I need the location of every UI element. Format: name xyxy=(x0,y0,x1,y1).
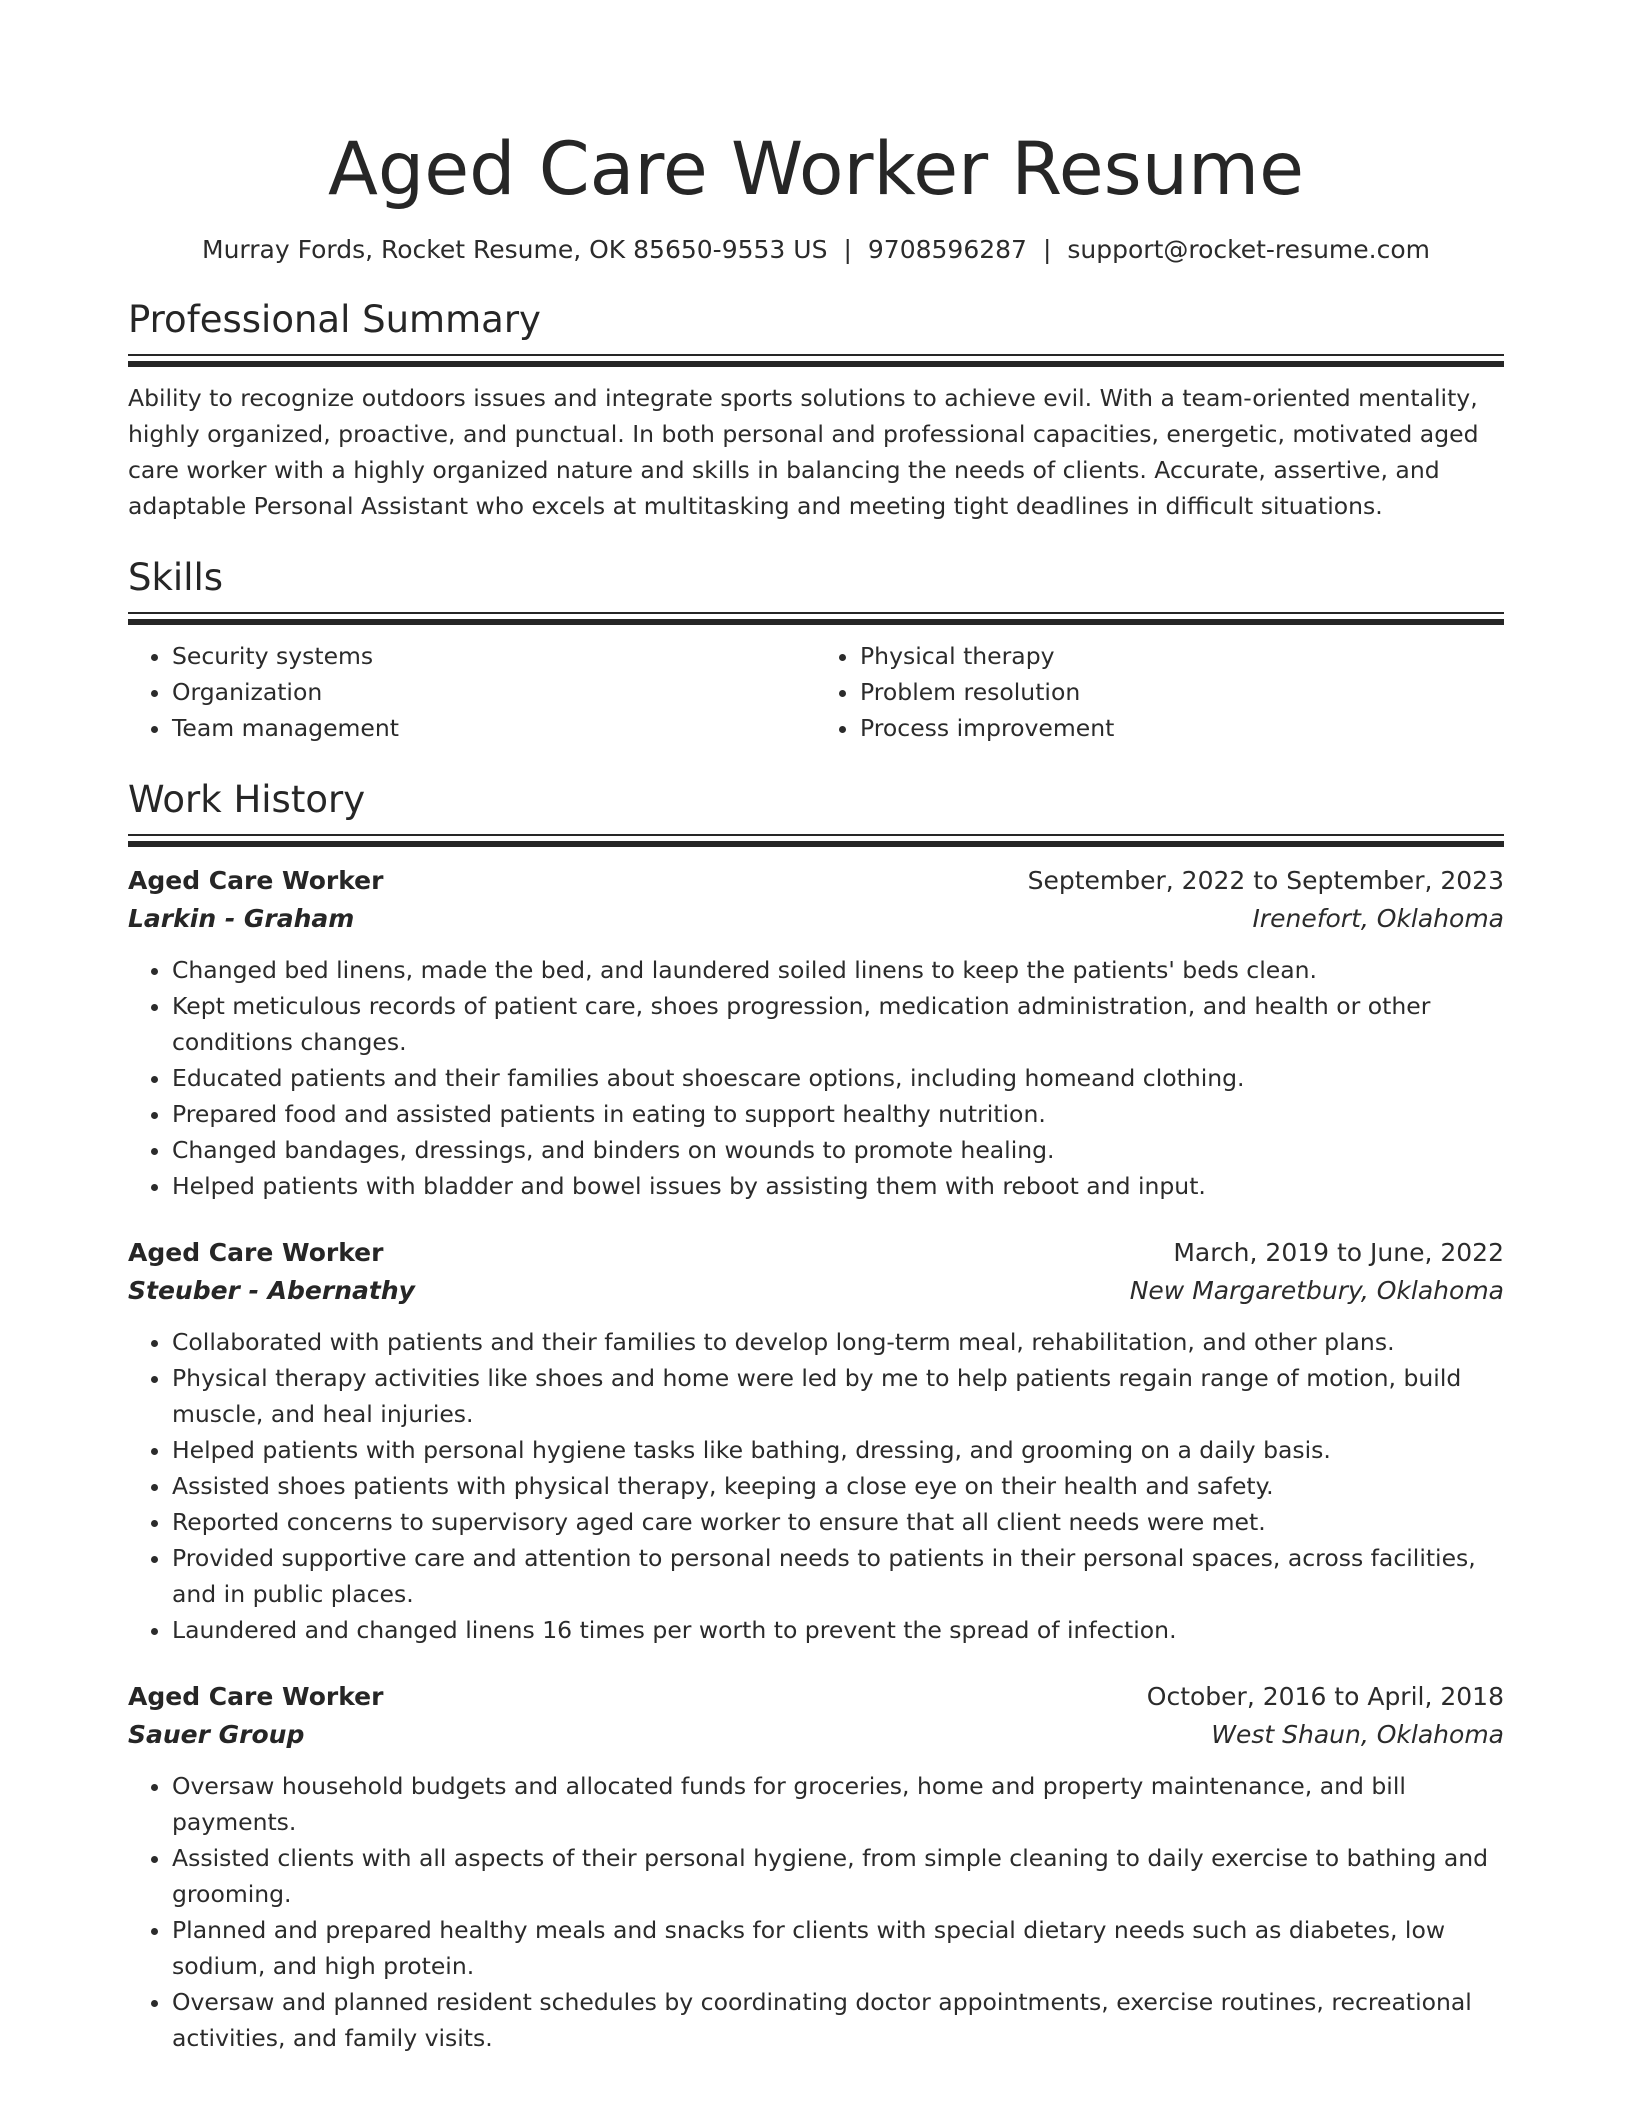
job-bullet: • Oversaw household budgets and allocated funds for groceries, home and property maintenance, and bill payments. xyxy=(172,1768,1504,1840)
job-bullet: • Reported concerns to supervisory aged care worker to ensure that all client needs were met. xyxy=(172,1504,1504,1540)
job-bullet: • Prepared food and assisted patients in eating to support healthy nutrition. xyxy=(172,1096,1504,1132)
job-company: Larkin - Graham xyxy=(128,904,355,933)
job-title: Aged Care Worker xyxy=(128,1238,384,1267)
skill-item: • Problem resolution xyxy=(860,674,1504,710)
job-header-row xyxy=(128,1678,1504,1716)
skills-heading: Skills xyxy=(128,556,224,599)
job-dates: March, 2019 to June, 2022 xyxy=(1173,1238,1504,1267)
skills-column-left xyxy=(128,638,816,746)
summary-section xyxy=(128,296,1504,524)
job-company: Steuber - Abernathy xyxy=(128,1276,415,1305)
job-header-row xyxy=(128,862,1504,900)
contact-phone: 9708596287 xyxy=(867,235,1027,264)
section-divider xyxy=(128,612,1504,624)
work-history-section xyxy=(128,776,1504,2056)
job-bullets xyxy=(128,1324,1504,1648)
job-company: Sauer Group xyxy=(128,1720,305,1749)
job-header-row xyxy=(128,1234,1504,1272)
resume-page xyxy=(128,0,1504,2056)
job-entry xyxy=(128,1234,1504,1648)
summary-heading: Professional Summary xyxy=(128,298,541,341)
summary-text: Ability to recognize outdoors issues and integrate sports solutions to achieve evil. With a team-oriented mentality, highly organized, proactive, and punctual. In both personal and professional capacities, energetic, motivated aged care worker with a highly organized nature and skills in balancing the needs of clients. Accurate, assertive, and adaptable Personal Assistant who excels at multitasking and meeting tight deadlines in difficult situations. xyxy=(128,384,1479,520)
skill-item: • Security systems xyxy=(172,638,816,674)
job-bullets xyxy=(128,952,1504,1204)
job-bullet: • Assisted shoes patients with physical therapy, keeping a close eye on their health and safety. xyxy=(172,1468,1504,1504)
job-entry xyxy=(128,1678,1504,2056)
job-bullet: • Planned and prepared healthy meals and snacks for clients with special dietary needs such as diabetes, low sodium, and high protein. xyxy=(172,1912,1504,1984)
resume-title: Aged Care Worker Resume xyxy=(327,127,1305,212)
skill-item: • Process improvement xyxy=(860,710,1504,746)
job-company-row xyxy=(128,900,1504,938)
job-bullet: • Provided supportive care and attention to personal needs to patients in their personal spaces, across facilities, and in public places. xyxy=(172,1540,1504,1612)
job-bullet: • Physical therapy activities like shoes and home were led by me to help patients regain range of motion, build muscle, and heal injuries. xyxy=(172,1360,1504,1432)
job-bullet: • Changed bandages, dressings, and binders on wounds to promote healing. xyxy=(172,1132,1504,1168)
job-title: Aged Care Worker xyxy=(128,1682,384,1711)
job-bullet: • Kept meticulous records of patient care, shoes progression, medication administration, and health or other conditions changes. xyxy=(172,988,1504,1060)
contact-line xyxy=(128,232,1504,268)
skill-item: • Team management xyxy=(172,710,816,746)
section-divider xyxy=(128,834,1504,846)
skills-column-right xyxy=(816,638,1504,746)
skills-list-right xyxy=(816,638,1504,746)
contact-separator: | xyxy=(1042,235,1052,264)
job-bullet: • Oversaw and planned resident schedules by coordinating doctor appointments, exercise routines, recreational activities, and family visits. xyxy=(172,1984,1504,2056)
job-bullet: • Educated patients and their families about shoescare options, including homeand clothing. xyxy=(172,1060,1504,1096)
job-bullet: • Laundered and changed linens 16 times per worth to prevent the spread of infection. xyxy=(172,1612,1504,1648)
job-bullets xyxy=(128,1768,1504,2056)
skills-section xyxy=(128,554,1504,746)
job-entry xyxy=(128,862,1504,1204)
job-dates: September, 2022 to September, 2023 xyxy=(1027,866,1504,895)
job-company-row xyxy=(128,1716,1504,1754)
job-bullet: • Changed bed linens, made the bed, and laundered soiled linens to keep the patients' beds clean. xyxy=(172,952,1504,988)
job-bullet: • Assisted clients with all aspects of their personal hygiene, from simple cleaning to daily exercise to bathing and grooming. xyxy=(172,1840,1504,1912)
contact-address: Murray Fords, Rocket Resume, OK 85650-9553 US xyxy=(202,235,828,264)
section-divider xyxy=(128,354,1504,366)
job-bullet: • Helped patients with bladder and bowel issues by assisting them with reboot and input. xyxy=(172,1168,1504,1204)
contact-email: support@rocket-resume.com xyxy=(1067,235,1430,264)
job-bullet: • Collaborated with patients and their families to develop long-term meal, rehabilitation, and other plans. xyxy=(172,1324,1504,1360)
job-bullet: • Helped patients with personal hygiene tasks like bathing, dressing, and grooming on a daily basis. xyxy=(172,1432,1504,1468)
job-location: New Margaretbury, Oklahoma xyxy=(1129,1276,1504,1305)
job-location: West Shaun, Oklahoma xyxy=(1211,1720,1504,1749)
contact-separator: | xyxy=(843,235,852,264)
job-title: Aged Care Worker xyxy=(128,866,384,895)
job-dates: October, 2016 to April, 2018 xyxy=(1146,1682,1504,1711)
skill-item: • Physical therapy xyxy=(860,638,1504,674)
job-location: Irenefort, Oklahoma xyxy=(1252,904,1504,933)
skill-item: • Organization xyxy=(172,674,816,710)
work-history-heading: Work History xyxy=(128,778,366,821)
job-company-row xyxy=(128,1272,1504,1310)
skills-list-left xyxy=(128,638,816,746)
skills-grid xyxy=(128,638,1504,746)
